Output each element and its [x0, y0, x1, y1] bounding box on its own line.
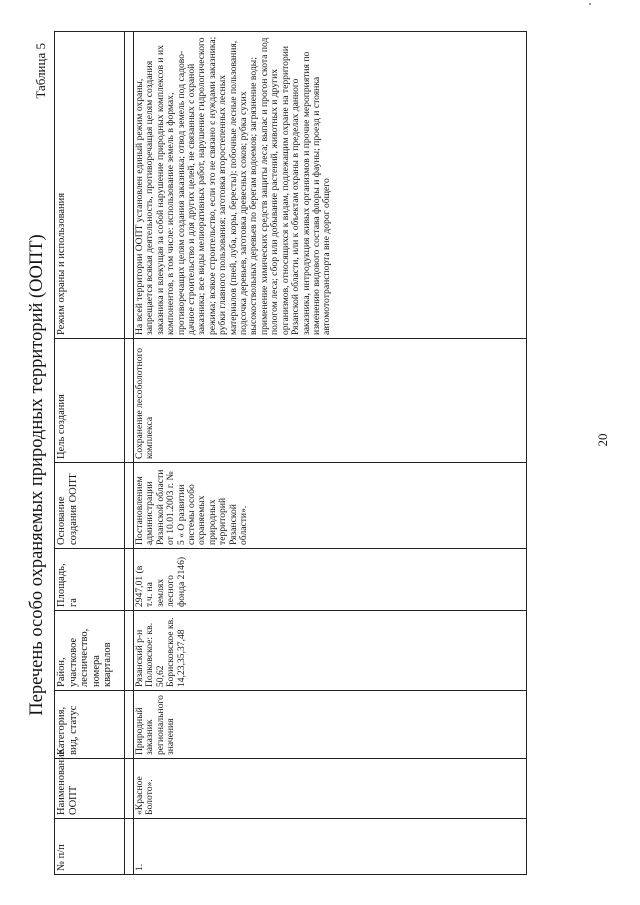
table-label: Таблица 5 — [33, 43, 48, 99]
column-number-cell — [125, 549, 134, 611]
header-location: Район, участковое лесничество, номера кварталов — [55, 611, 125, 691]
column-number-cell — [125, 463, 134, 549]
area-size: 2947,01 (в т.ч. на землях лесного фонда 2146) — [134, 549, 527, 611]
area-regime: На всей территории ООПТ установлен единый режим охраны, запрещается всякая деятельность, противоречащая целям создания заказника и влекущая за собой нарушение природных комплексов и их компонентов, в том числе: использование земель в формах, противоречащих целям создания заказника; отвод земель под садово-дачное строительство и для других целей, не связанных с охраной заказника; все виды мелиоративных работ, нарушение гидрологического режима; всякое строительство, если это не связано с нуждами заказника; рубки главного пользования; заготовка второстепенных лесных материалов (пней, луба, коры, бересты); побочные лесные пользования, подсочка деревьев, заготовка древесных соков; рубка сухих высокоствольных деревьев по берегам водоемов; загрязнение воды; применение химических средств защиты леса; выпас и прогон скота под пологом леса; сбор или добывание растений, животных и других организмов, относящихся к видам, подлежащим охране на территории Рязанской области, или к объектам охраны в пределах данного заказника, интродукция живых организмов и прочие мероприятия по изменению видового состава флоры и фауны; проезд и стоянка автомототранспорта вне дорог общего — [134, 32, 527, 339]
row-number: 1. — [134, 819, 527, 875]
scan-speck — [589, 3, 591, 5]
header-number: № п/п — [55, 819, 125, 875]
column-number-row — [125, 32, 134, 875]
table-row — [134, 32, 527, 875]
column-number-cell — [125, 759, 134, 819]
area-basis: Постановлением администрации Рязанской области от 10.01.2003 г. № 5 « О развитии системы особо охраняемых природных территорий Рязанской области». — [134, 463, 527, 549]
header-basis: Основание создания ООПТ — [55, 463, 125, 549]
column-number-cell — [125, 819, 134, 875]
area-category: Природный заказник регионального значения — [134, 691, 527, 759]
rotated-landscape-sheet — [25, 35, 615, 875]
area-name: «Красное Болото». — [134, 759, 527, 819]
header-purpose: Цель создания — [55, 339, 125, 463]
column-number-cell — [125, 691, 134, 759]
column-number-cell — [125, 611, 134, 691]
column-number-cell — [125, 339, 134, 463]
header-regime: Режим охраны и использования — [55, 32, 125, 339]
column-number-cell — [125, 32, 134, 339]
table-header-row — [55, 32, 125, 875]
area-location: Рязанский р-н Полковское: кв. 50,62 Борисковское кв. 14,23,35,37,48 — [134, 611, 527, 691]
header-name: Наименование ООПТ — [55, 759, 125, 819]
page-number: 20 — [595, 433, 610, 447]
document-title: Перечень особо охраняемых природных территорий (ООПТ) — [27, 234, 47, 716]
header-category: Категория, вид, статус — [55, 691, 125, 759]
protected-areas-table — [54, 31, 527, 875]
header-area: Площадь, га — [55, 549, 125, 611]
area-purpose: Сохранение лесоболотного комплекса — [134, 339, 527, 463]
